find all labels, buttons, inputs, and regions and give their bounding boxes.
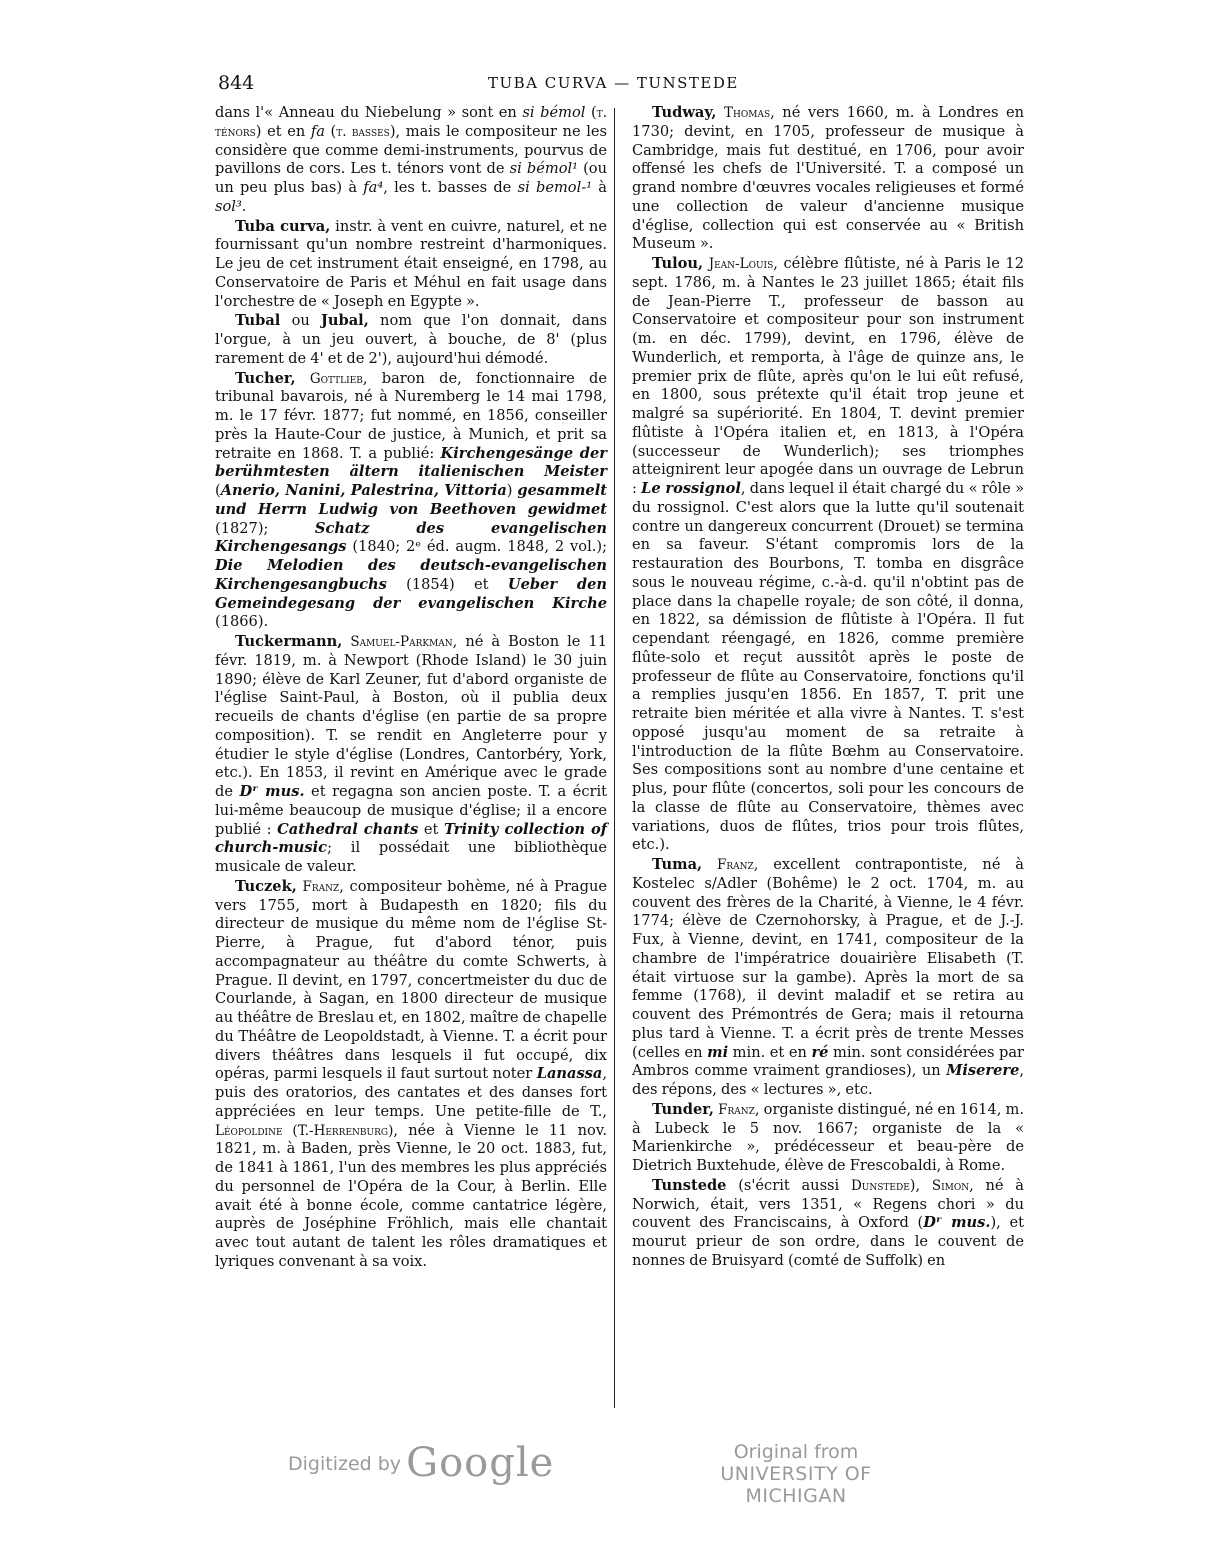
entry-tubal: Tubal ou Jubal, nom que l'on donnait, dans l'orgue, à un jeu ouvert, à bouche, de 8' (plus rarement de 4' et de 2'), aujourd'hui démodé.	[215, 312, 607, 367]
entry-tuben-continued: dans l'« Anneau du Niebelung » sont en si bémol (t. ténors) et en fa (t. basses), mais le compositeur ne les considère que comme demi-instruments, pourvus de pavillons de cors. Les t. ténors vont de si bémol¹ (ou un peu plus bas) à fa⁴, les t. basses de si bemol-¹ à sol³.	[215, 104, 608, 215]
headword: Tulou,	[652, 255, 704, 272]
original-from-watermark	[672, 1441, 920, 1507]
headword: Tunder,	[652, 1100, 714, 1118]
entry-tuczek: Tuczek, Franz, compositeur bohème, né à Prague vers 1755, mort à Budapesth en 1820; fils du directeur de musique du même nom de l'église St-Pierre, à Prague, fut d'abord ténor, puis accompagnateur au théâtre du comte Schwerts, à Prague. Il devint, en 1797, concertmeister du duc de Courlande, à Sagan, en 1800 directeur de musique au théâtre de Breslau et, en 1802, maître de chapelle du Théâtre de Leopoldstadt, à Vienne. T. a écrit pour divers théâtres dans lesquels il fut occupé, dix opéras, parmi lesquels il faut surtout noter Lanassa, puis des oratorios, des cantates et des danses fort appréciées en leur temps. Une petite-fille de T., Léopoldine (T.-Herrenburg), née à Vienne le 11 nov. 1821, m. à Baden, près Vienne, le 20 oct. 1883, fut, de 1841 à 1861, l'un des membres les plus appréciés du personnel de l'Opéra de la Cour, à Berlin. Elle avait été à bonne école, comme cantatrice légère, auprès de Joséphine Fröhlich, mais elle chantait avec tout autant de talent les rôles dramatiques et lyriques convenant à sa voix.	[215, 877, 608, 1270]
headword: Tubal	[235, 312, 281, 330]
university-label: UNIVERSITY OF MICHIGAN	[720, 1463, 872, 1507]
original-from-label: Original from	[733, 1441, 859, 1463]
headword: Tunstede	[652, 1176, 727, 1194]
right-column	[632, 104, 1024, 1272]
entry-tunder: Tunder, Franz, organiste distingué, né en 1614, m. à Lubeck le 5 nov. 1667; organiste de la « Marienkirche », prédécesseur et beau-père de Dietrich Buxtehude, élève de Frescobaldi, à Rome.	[632, 1100, 1025, 1174]
entry-tuba-curva: Tuba curva, instr. à vent en cuivre, naturel, et ne fournissant qu'un nombre restreint d'harmoniques. Le jeu de cet instrument était enseigné, en 1798, au Conservatoire de Paris et Méhul en fait usage dans l'orchestre de « Joseph en Egypte ».	[215, 217, 607, 310]
page-header	[218, 72, 1026, 98]
digitized-by-label: Digitized by	[288, 1453, 402, 1475]
headword: Tuma,	[652, 856, 703, 873]
google-logo: Google	[406, 1440, 555, 1486]
entry-tuma: Tuma, Franz, excellent contrapontiste, né à Kostelec s/Adler (Bohême) le 2 oct. 1704, m. au couvent des frères de la Charité, à Vienne, le 4 févr. 1774; élève de Czernohorsky, à Prague, et de J.-J. Fux, à Vienne, devint, en 1741, compositeur de la chambre de l'impératrice douairière Elisabeth (T. était virtuose sur la gambe). Après la mort de sa femme (1768), il devint maladif et se retira au couvent des Prémontrés de Gera; mais il retourna plus tard à Vienne. T. a écrit près de trente Messes (celles en mi min. et en ré min. sont considérées par Ambros comme vraiment grandioses), un Miserere, des répons, des « lectures », etc.	[632, 856, 1025, 1098]
entry-tucher: Tucher, Gottlieb, baron de, fonctionnaire de tribunal bavarois, né à Nuremberg le 14 mai 1798, m. le 17 févr. 1877; fut nommé, en 1856, conseiller près la Haute-Cour de justice, à Munich, et prit sa retraite en 1868. T. a publié: Kirchengesänge der berühmtesten ältern italienischen Meister (Anerio, Nanini, Palestrina, Vittoria) gesammelt und Herrn Ludwig von Beethoven gewidmet (1827); Schatz des evangelischen Kirchengesangs (1840; 2ᵉ éd. augm. 1848, 2 vol.); Die Melodien des deutsch-evangelischen Kirchengesangbuchs (1854) et Ueber den Gemeindegesang der evangelischen Kirche (1866).	[215, 369, 607, 631]
headword: Jubal,	[321, 312, 369, 330]
entry-tuckermann: Tuckermann, Samuel-Parkman, né à Boston le 11 févr. 1819, m. à Newport (Rhode Island) le 30 juin 1890; élève de Karl Zeuner, fut d'abord organiste de l'église Saint-Paul, à Boston, où il publia deux recueils de chants d'église (en partie de sa propre composition). T. se rendit en Angleterre pour y étudier le style d'église (Londres, Cantorbéry, York, etc.). En 1853, il revint en Amérique avec le grade de Dʳ mus. et regagna son ancien poste. T. a écrit lui-même beaucoup de musique d'église; il a encore publié : Cathedral chants et Trinity collection of church-music; il possédait une bibliothèque musicale de valeur.	[215, 633, 608, 875]
entry-tunstede: Tunstede (s'écrit aussi Dunstede), Simon, né à Norwich, était, vers 1351, « Regens chori » du couvent des Franciscains, à Oxford (Dʳ mus.), et mourut prieur de son ordre, dans le couvent de nonnes de Bruisyard (comté de Suffolk) en	[632, 1176, 1024, 1269]
headword: Tuczek,	[235, 877, 297, 895]
headword: Tucher,	[235, 369, 296, 387]
entry-tulou: Tulou, Jean-Louis, célèbre flûtiste, né à Paris le 12 sept. 1786, m. à Nantes le 23 juillet 1865; était fils de Jean-Pierre T., professeur de basson au Conservatoire et compositeur pour son instrument (m. en déc. 1799), devint, en 1796, élève de Wunderlich, et remporta, à l'âge de quinze ans, le premier prix de flûte, après qu'on le lui eût refusé, en 1800, sous prétexte qu'il était trop jeune et malgré sa supériorité. En 1804, T. devint premier flûtiste à l'Opéra italien et, en 1813, à l'Opéra (successeur de Wunderlich); ses triomphes atteignirent leur apogée dans un ouvrage de Lebrun : Le rossignol, dans lequel il était chargé du « rôle » du rossignol. C'est alors que la lutte qu'il soutenait contre un dangereux concurrent (Drouet) se termina en sa faveur. S'étant compromis lors de la restauration des Bourbons, T. tomba en disgrâce sous le nouveau régime, c.-à-d. qu'il n'obtint pas de place dans la chapelle royale; de son côté, il donna, en 1822, sa démission de flûtiste à l'Opéra. Il fut cependant réengagé, en 1826, comme première flûte-solo et reçut aussitôt après le poste de professeur de flûte au Conservatoire, fonctions qu'il a remplies jusqu'en 1856. En 1857, T. prit une retraite bien méritée et alla vivre à Nantes. T. s'est opposé jusqu'au moment de sa retraite à l'introduction de la flûte Bœhm au Conservatoire. Ses compositions sont au nombre d'une centaine et plus, pour flûte (concertos, soli pour les concours de la classe de flûte au Conservatoire, thèmes avec variations, duos de flûtes, trios pour trois flûtes, etc.).	[632, 255, 1024, 854]
headword: Tuba curva,	[235, 217, 331, 235]
column-divider	[614, 108, 615, 1408]
digitized-by-watermark	[288, 1440, 554, 1486]
running-head: TUBA CURVA — TUNSTEDE	[488, 74, 739, 92]
left-column	[215, 104, 607, 1273]
page-number: 844	[218, 72, 255, 94]
entry-tudway: Tudway, Thomas, né vers 1660, m. à Londres en 1730; devint, en 1705, professeur de musique à Cambridge, mais fut destitué, en 1706, pour avoir offensé les chefs de l'Université. T. a composé un grand nombre d'œuvres vocales religieuses et formé une collection de valeur d'ancienne musique d'église, collection qui est conservée au « British Museum ».	[632, 104, 1025, 253]
headword: Tudway,	[652, 104, 717, 121]
headword: Tuckermann,	[235, 633, 343, 650]
